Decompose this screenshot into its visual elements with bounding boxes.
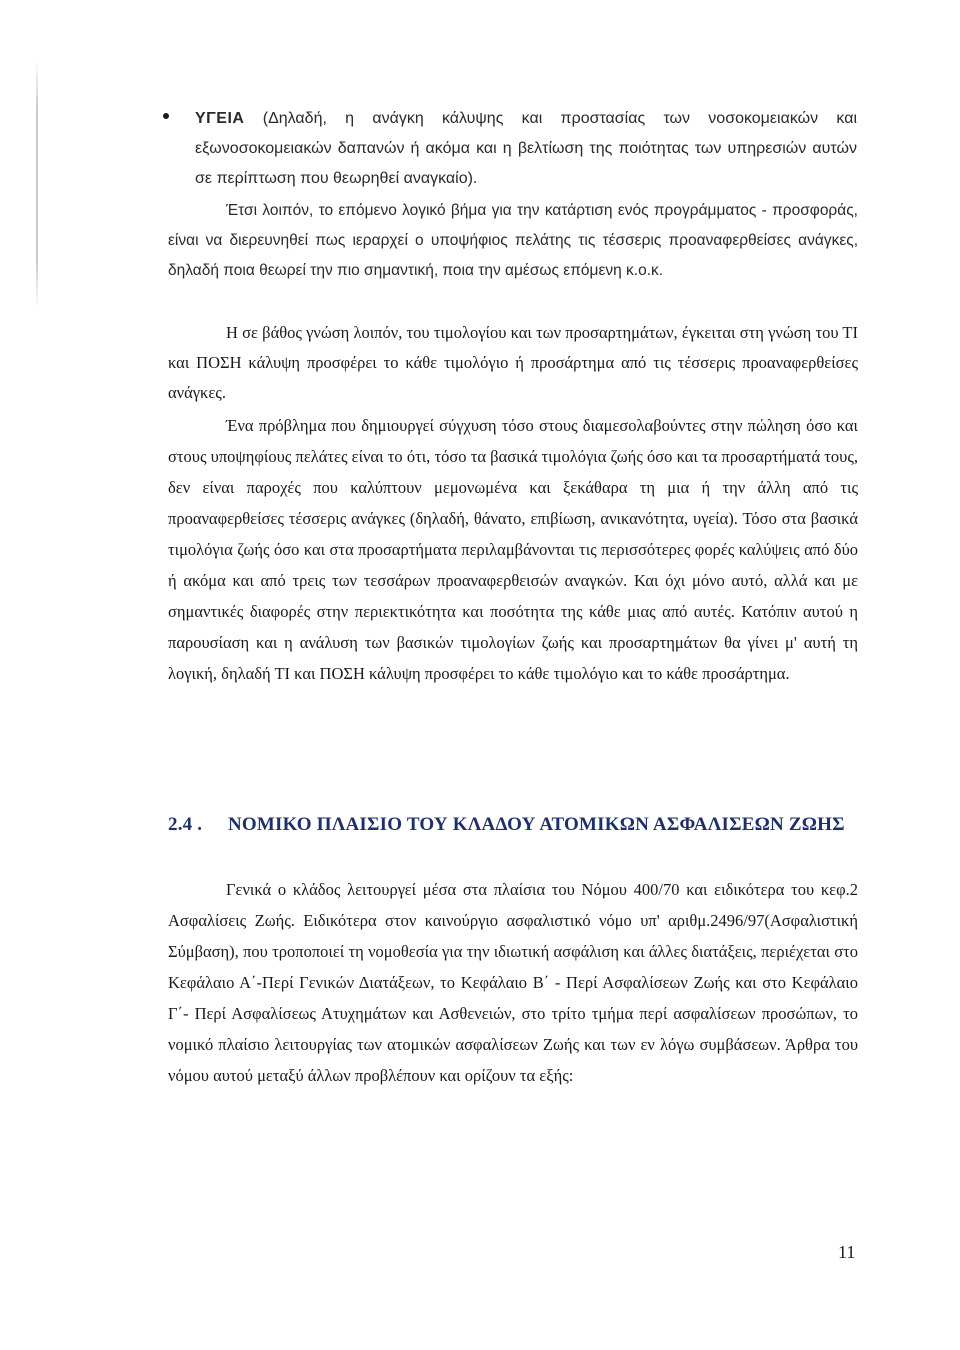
section-number: 2.4 .: [168, 814, 203, 835]
bullet-item-text: [195, 104, 857, 194]
bullet-lead-word: ΥΓΕΙΑ: [195, 110, 245, 127]
scan-edge-mark: [36, 60, 38, 310]
paragraph-in-depth-knowledge: Η σε βάθος γνώση λοιπόν, του τιμολογίου και των προσαρτημάτων, έγκειται στη γνώση του ΤΙ και ΠΟΣΗ κάλυψη προσφέρει το κάθε τιμολόγιο ή προσάρτημα από τις τέσσερις προαναφερθείσες ανάγκες.: [168, 323, 858, 402]
bullet-body: (Δηλαδή, η ανάγκη κάλυψης και προστασίας των νοσοκομειακών και εξωνοσοκομειακών δαπανών ή ακόμα και η βελτίωση της ποιότητας των υπηρεσιών αυτών σε περίπτωση που θεωρηθεί αναγκαίο).: [195, 110, 857, 187]
section-title: ΝΟΜΙΚΟ ΠΛΑΙΣΙΟ ΤΟΥ ΚΛΑΔΟΥ ΑΤΟΜΙΚΩΝ ΑΣΦΑΛΙΣΕΩΝ ΖΩΗΣ: [228, 814, 845, 835]
paragraph-legal-framework: Γενικά ο κλάδος λειτουργεί μέσα στα πλαίσια του Νόμου 400/70 και ειδικότερα του κεφ.2 Ασφαλίσεις Ζωής. Ειδικότερα στον καινούργιο ασφαλιστικό νόμο υπ' αριθμ.2496/97(Ασφαλιστική Σύμβαση), που τροποποιεί τη νομοθεσία για την ιδιωτική ασφάλιση και άλλες διατάξεις, περιέχεται στο Κεφάλαιο Α΄-Περί Γενικών Διατάξεων, το Κεφάλαιο Β΄ - Περί Ασφαλίσεων Ζωής και στο Κεφάλαιο Γ΄- Περί Ασφαλίσεως Ατυχημάτων και Ασθενειών, στο τρίτο τμήμα περί ασφαλίσεων προσώπων, το νομικό πλαίσιο λειτουργίας των ατομικών ασφαλίσεων Ζωής και των εν λόγω συμβάσεων. Άρθρα του νόμου αυτού μεταξύ άλλων προβλέπουν και ορίζουν τα εξής:: [168, 880, 858, 1085]
page-number: 11: [838, 1242, 856, 1262]
paragraph-next-step: Έτσι λοιπόν, το επόμενο λογικό βήμα για την κατάρτιση ενός προγράμματος - προσφοράς, είναι να διερευνηθεί πως ιεραρχεί ο υποψήφιος πελάτης τις τέσσερις προαναφερθείσες ανάγκες, δηλαδή ποια θεωρεί την πιο σημαντική, ποια την αμέσως επόμενη κ.ο.κ.: [168, 202, 858, 279]
paragraph-confusion-problem: Ένα πρόβλημα που δημιουργεί σύγχυση τόσο στους διαμεσολαβούντες στην πώληση όσο και στους υποψηφίους πελάτες είναι το ότι, τόσο τα βασικά τιμολόγια ζωής όσο και τα προσαρτήματά τους, δεν είναι παροχές που καλύπτουν μεμονωμένα και ξεκάθαρα τη μια ή την άλλη από τις προαναφερθείσες τέσσερις ανάγκες (δηλαδή, θάνατο, επιβίωση, ανικανότητα, υγεία). Τόσο στα βασικά τιμολόγια ζωής όσο και στα προσαρτήματα περιλαμβάνονται τις περισσότερες φορές καλύψεις από δύο ή ακόμα και από τρεις των τεσσάρων προαναφερθεισών αναγκών. Και όχι μόνο αυτό, αλλά και με σημαντικές διαφορές στην περιεκτικότητα και ποσότητα της κάθε μιας από αυτές. Κατόπιν αυτού η παρουσίαση και η ανάλυση των βασικών τιμολογίων ζωής και προσαρτημάτων θα γίνει μ' αυτή τη λογική, δηλαδή ΤΙ και ΠΟΣΗ κάλυψη προσφέρει το κάθε τιμολόγιο και το κάθε προσάρτημα.: [168, 416, 858, 683]
section-heading: [168, 814, 858, 836]
bullet-dot-icon: [163, 113, 169, 119]
